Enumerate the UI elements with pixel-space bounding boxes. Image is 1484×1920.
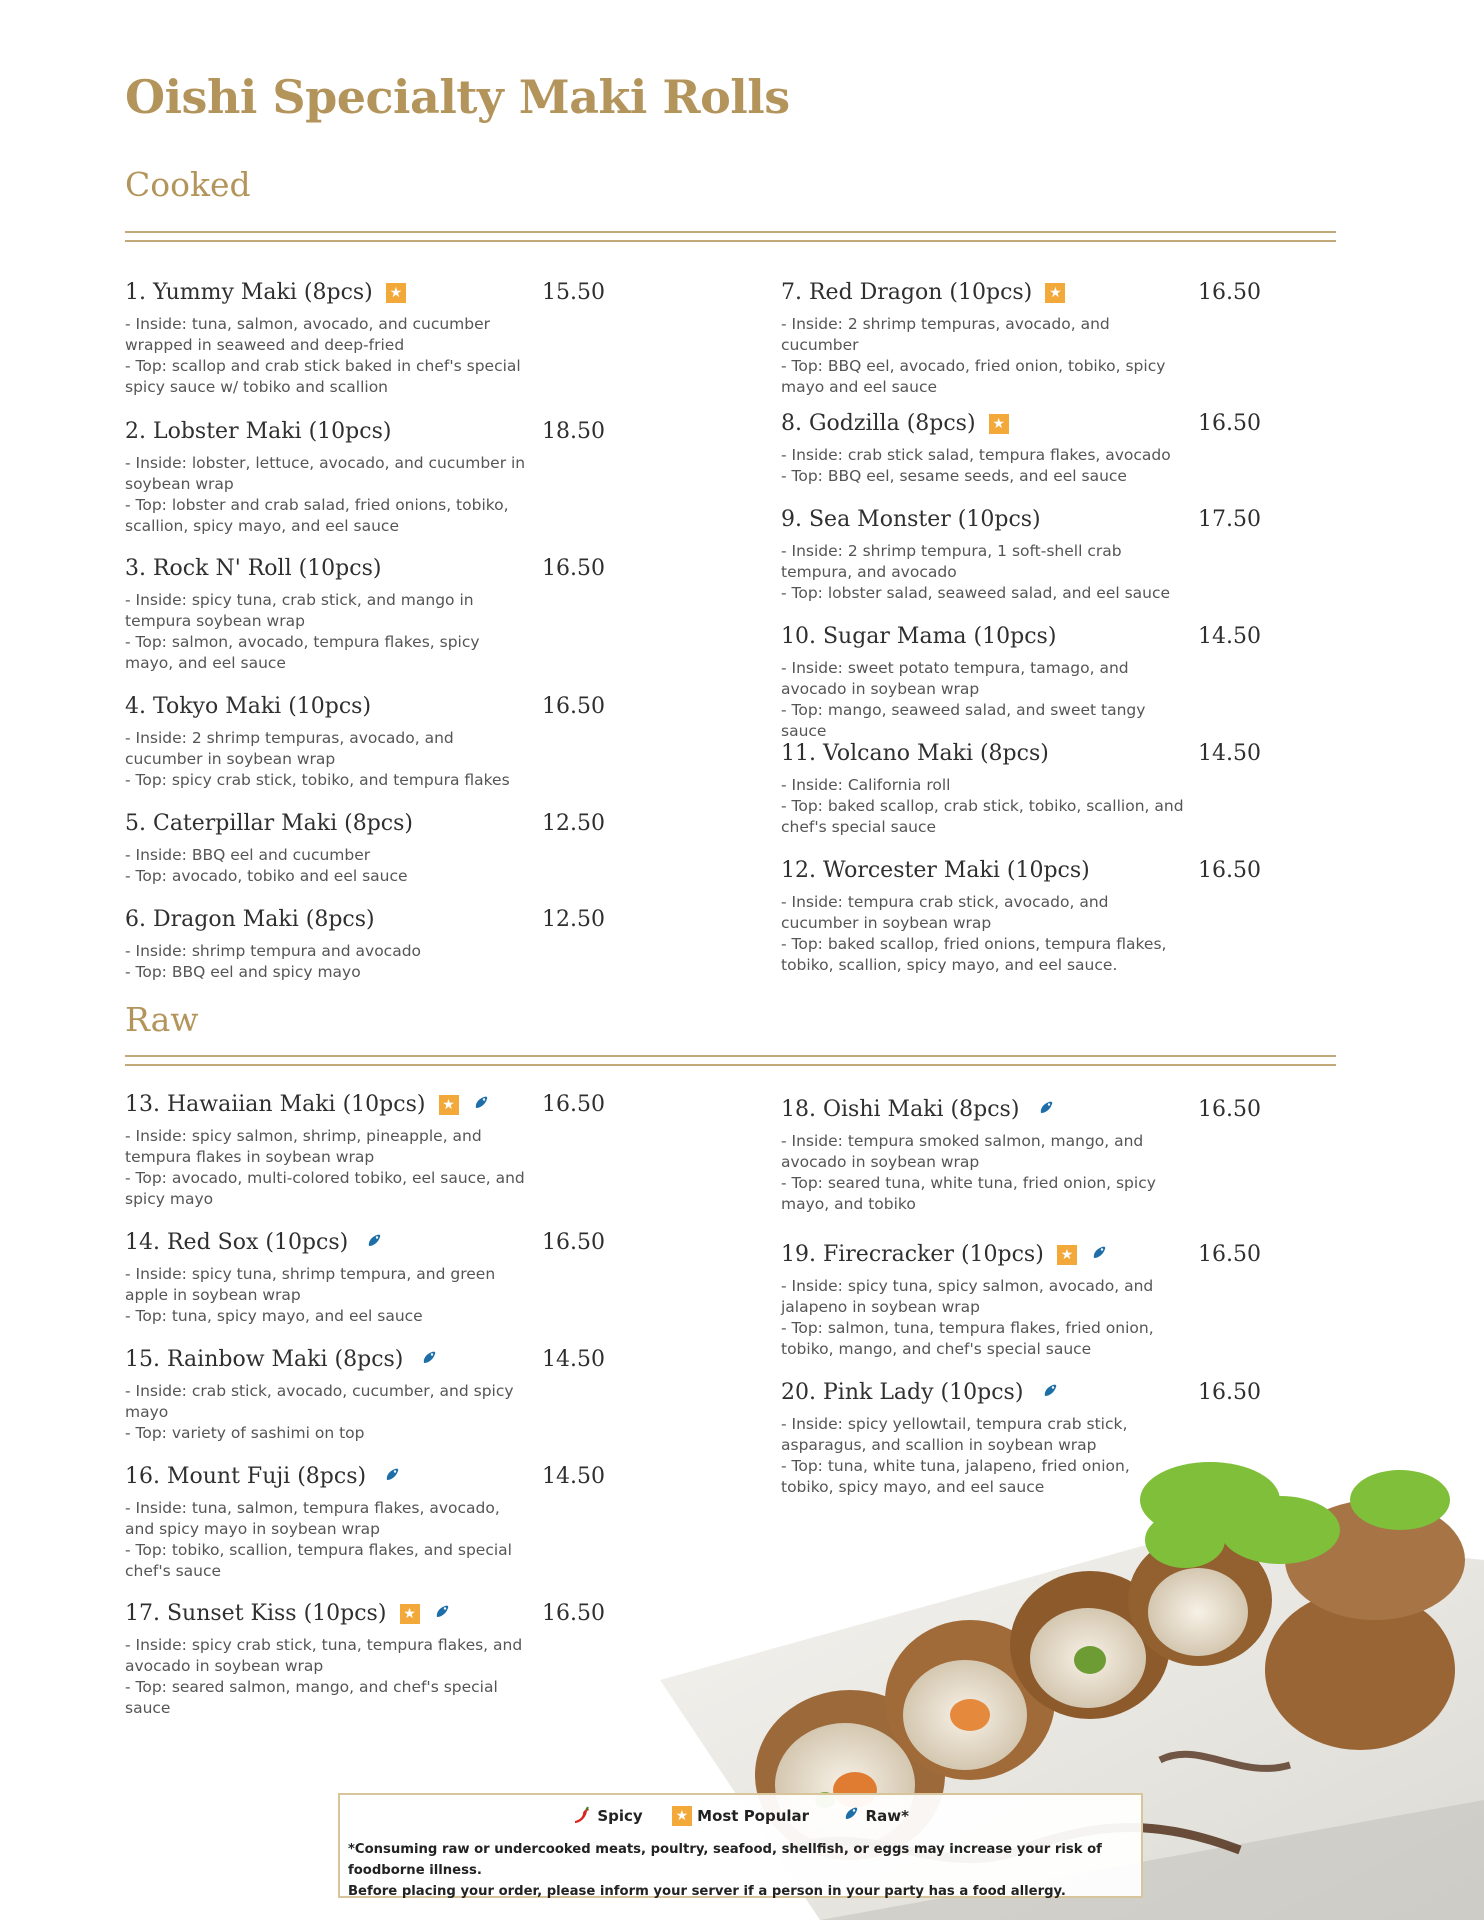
item-description xyxy=(781,658,1196,742)
desc-line: and spicy mayo in soybean wrap xyxy=(125,1520,380,1538)
item-price: 16.50 xyxy=(1198,1242,1261,1267)
item-description xyxy=(781,1131,1196,1215)
item-price: 14.50 xyxy=(1198,624,1261,649)
fish-icon xyxy=(379,1466,401,1488)
desc-line: - Top: baked scallop, fried onions, tempura flakes, xyxy=(781,935,1167,953)
desc-line: mayo xyxy=(125,1403,169,1421)
desc-line: tobiko, scallion, spicy mayo, and eel sauce. xyxy=(781,956,1118,974)
star-icon: ★ xyxy=(672,1806,692,1826)
item-description xyxy=(125,941,540,983)
desc-line: - Top: salmon, tuna, tempura flakes, fried onion, xyxy=(781,1319,1154,1337)
menu-item xyxy=(125,1464,605,1582)
desc-line: - Top: seared tuna, white tuna, fried onion, spicy xyxy=(781,1174,1156,1192)
desc-line: - Inside: spicy crab stick, tuna, tempura flakes, and xyxy=(125,1636,523,1654)
desc-line: spicy mayo xyxy=(125,1190,214,1208)
item-name: 3. Rock N' Roll (10pcs) xyxy=(125,556,382,581)
desc-line: tempura flakes in soybean wrap xyxy=(125,1148,375,1166)
desc-line: - Inside: spicy salmon, shrimp, pineapple, and xyxy=(125,1127,482,1145)
item-price: 12.50 xyxy=(542,907,605,932)
desc-line: - Top: BBQ eel and spicy mayo xyxy=(125,963,361,981)
item-price: 16.50 xyxy=(542,1601,605,1626)
divider xyxy=(125,1055,1336,1057)
item-price: 14.50 xyxy=(542,1347,605,1372)
item-price: 15.50 xyxy=(542,280,605,305)
desc-line: tempura soybean wrap xyxy=(125,612,305,630)
desc-line: cucumber xyxy=(781,336,859,354)
fish-icon xyxy=(416,1349,438,1371)
item-name: 15. Rainbow Maki (8pcs) xyxy=(125,1347,404,1372)
item-name: 19. Firecracker (10pcs) xyxy=(781,1242,1044,1267)
page-title: Oishi Specialty Maki Rolls xyxy=(125,70,790,124)
desc-line: - Inside: tempura smoked salmon, mango, and xyxy=(781,1132,1144,1150)
star-icon: ★ xyxy=(439,1095,459,1115)
desc-line: - Inside: crab stick, avocado, cucumber, and spicy xyxy=(125,1382,514,1400)
legend-box xyxy=(338,1793,1143,1898)
item-name: 5. Caterpillar Maki (8pcs) xyxy=(125,811,413,836)
desc-line: avocado in soybean wrap xyxy=(781,1153,980,1171)
desc-line: wrapped in seaweed and deep-fried xyxy=(125,336,405,354)
desc-line: - Top: avocado, tobiko and eel sauce xyxy=(125,867,408,885)
fish-icon xyxy=(1086,1244,1108,1266)
item-name: 12. Worcester Maki (10pcs) xyxy=(781,858,1090,883)
menu-item xyxy=(125,1092,605,1210)
desc-line: avocado in soybean wrap xyxy=(125,1657,324,1675)
desc-line: jalapeno in soybean wrap xyxy=(781,1298,981,1316)
item-name: 8. Godzilla (8pcs) xyxy=(781,411,976,436)
item-description xyxy=(125,845,540,887)
desc-line: - Inside: spicy tuna, spicy salmon, avocado, and xyxy=(781,1277,1154,1295)
desc-line: - Top: lobster and crab salad, fried onions, tobiko, xyxy=(125,496,509,514)
desc-line: - Inside: spicy tuna, crab stick, and mango in xyxy=(125,591,474,609)
item-description xyxy=(125,590,540,674)
desc-line: - Top: tobiko, scallion, tempura flakes, and special xyxy=(125,1541,512,1559)
desc-line: chef's special sauce xyxy=(781,818,937,836)
fish-icon xyxy=(838,1805,860,1827)
divider xyxy=(125,240,1336,242)
legend-raw xyxy=(834,1805,909,1827)
star-icon: ★ xyxy=(400,1604,420,1624)
desc-line: - Inside: spicy yellowtail, tempura crab stick, xyxy=(781,1415,1128,1433)
fish-icon xyxy=(361,1232,383,1254)
item-price: 16.50 xyxy=(1198,280,1261,305)
fish-icon xyxy=(468,1094,490,1116)
item-name: 11. Volcano Maki (8pcs) xyxy=(781,741,1049,766)
item-description xyxy=(781,314,1196,398)
item-name: 20. Pink Lady (10pcs) xyxy=(781,1380,1024,1405)
item-price: 18.50 xyxy=(542,419,605,444)
desc-line: - Top: scallop and crab stick baked in chef's special xyxy=(125,357,521,375)
legend-popular xyxy=(668,1806,809,1826)
menu-item xyxy=(781,624,1261,742)
allergy-note xyxy=(348,1839,1138,1902)
desc-line: - Top: tuna, spicy mayo, and eel sauce xyxy=(125,1307,423,1325)
desc-line: - Top: salmon, avocado, tempura flakes, spicy xyxy=(125,633,480,651)
item-price: 16.50 xyxy=(542,1230,605,1255)
desc-line: - Top: BBQ eel, avocado, fried onion, tobiko, spicy xyxy=(781,357,1166,375)
menu-item xyxy=(781,507,1261,604)
item-description xyxy=(781,1414,1196,1498)
desc-line: - Top: BBQ eel, sesame seeds, and eel sauce xyxy=(781,467,1127,485)
menu-item xyxy=(125,694,605,791)
menu-item xyxy=(781,1097,1261,1215)
item-name: 16. Mount Fuji (8pcs) xyxy=(125,1464,367,1489)
legend-row xyxy=(340,1805,1141,1827)
desc-line: - Inside: 2 shrimp tempuras, avocado, and xyxy=(781,315,1110,333)
desc-line: chef's sauce xyxy=(125,1562,222,1580)
menu-item xyxy=(125,1347,605,1444)
fish-icon xyxy=(1033,1099,1055,1121)
desc-line: - Top: seared salmon, mango, and chef's special xyxy=(125,1678,498,1696)
item-name: 17. Sunset Kiss (10pcs) xyxy=(125,1601,387,1626)
item-name: 10. Sugar Mama (10pcs) xyxy=(781,624,1057,649)
desc-line: cucumber in soybean wrap xyxy=(781,914,992,932)
menu-item xyxy=(781,411,1261,487)
item-price: 12.50 xyxy=(542,811,605,836)
star-icon: ★ xyxy=(1045,283,1065,303)
item-name: 1. Yummy Maki (8pcs) xyxy=(125,280,373,305)
menu-item xyxy=(125,419,605,537)
item-name: 9. Sea Monster (10pcs) xyxy=(781,507,1041,532)
desc-line: tobiko, mango, and chef's special sauce xyxy=(781,1340,1092,1358)
item-name: 18. Oishi Maki (8pcs) xyxy=(781,1097,1020,1122)
desc-line: spicy sauce w/ tobiko and scallion xyxy=(125,378,389,396)
note-line: *Consuming raw or undercooked meats, poultry, seafood, shellfish, or eggs may increase your risk of foodborne illness. xyxy=(348,1842,1102,1878)
desc-line: - Top: baked scallop, crab stick, tobiko, scallion, and xyxy=(781,797,1184,815)
menu-item xyxy=(125,1601,605,1719)
desc-line: - Inside: lobster, lettuce, avocado, and cucumber in xyxy=(125,454,526,472)
star-icon: ★ xyxy=(1057,1245,1077,1265)
desc-line: - Inside: sweet potato tempura, tamago, and xyxy=(781,659,1129,677)
desc-line: - Top: tuna, white tuna, jalapeno, fried onion, xyxy=(781,1457,1130,1475)
item-price: 16.50 xyxy=(1198,411,1261,436)
desc-line: sauce xyxy=(781,722,827,740)
menu-item xyxy=(781,280,1261,398)
desc-line: - Inside: spicy tuna, shrimp tempura, and green xyxy=(125,1265,496,1283)
desc-line: - Inside: 2 shrimp tempuras, avocado, and xyxy=(125,729,454,747)
desc-line: - Inside: crab stick salad, tempura flakes, avocado xyxy=(781,446,1171,464)
legend-raw-label: Raw* xyxy=(865,1807,909,1825)
desc-line: mayo, and eel sauce xyxy=(125,654,286,672)
desc-line: - Inside: tuna, salmon, tempura flakes, avocado, xyxy=(125,1499,500,1517)
item-description xyxy=(125,728,540,791)
item-description xyxy=(125,1264,540,1327)
desc-line: mayo, and tobiko xyxy=(781,1195,916,1213)
fish-icon xyxy=(1037,1382,1059,1404)
item-price: 16.50 xyxy=(542,556,605,581)
item-name: 13. Hawaiian Maki (10pcs) xyxy=(125,1092,426,1117)
star-icon: ★ xyxy=(989,414,1009,434)
menu-item xyxy=(781,1380,1261,1498)
item-name: 7. Red Dragon (10pcs) xyxy=(781,280,1033,305)
desc-line: - Inside: tempura crab stick, avocado, and xyxy=(781,893,1109,911)
menu-item xyxy=(125,811,605,887)
item-name: 2. Lobster Maki (10pcs) xyxy=(125,419,392,444)
desc-line: - Top: spicy crab stick, tobiko, and tempura flakes xyxy=(125,771,510,789)
item-price: 14.50 xyxy=(1198,741,1261,766)
menu-item xyxy=(125,280,605,398)
desc-line: soybean wrap xyxy=(125,475,234,493)
desc-line: - Top: variety of sashimi on top xyxy=(125,1424,365,1442)
item-name: 14. Red Sox (10pcs) xyxy=(125,1230,349,1255)
item-description xyxy=(125,314,540,398)
desc-line: - Top: lobster salad, seaweed salad, and eel sauce xyxy=(781,584,1171,602)
item-description xyxy=(781,892,1196,976)
legend-spicy xyxy=(572,1806,643,1826)
divider xyxy=(125,231,1336,233)
desc-line: - Top: mango, seaweed salad, and sweet tangy xyxy=(781,701,1146,719)
section-title-raw: Raw xyxy=(125,1000,199,1039)
desc-line: avocado in soybean wrap xyxy=(781,680,980,698)
section-title-cooked: Cooked xyxy=(125,165,251,204)
desc-line: tobiko, spicy mayo, and eel sauce xyxy=(781,1478,1045,1496)
item-price: 16.50 xyxy=(542,694,605,719)
item-description xyxy=(781,445,1196,487)
desc-line: - Inside: tuna, salmon, avocado, and cucumber xyxy=(125,315,491,333)
menu-item xyxy=(125,556,605,674)
item-description xyxy=(125,453,540,537)
item-price: 16.50 xyxy=(1198,1097,1261,1122)
item-description xyxy=(125,1498,540,1582)
desc-line: sauce xyxy=(125,1699,171,1717)
menu-item xyxy=(781,741,1261,838)
desc-line: apple in soybean wrap xyxy=(125,1286,301,1304)
star-icon: ★ xyxy=(386,283,406,303)
item-description xyxy=(125,1126,540,1210)
item-price: 14.50 xyxy=(542,1464,605,1489)
item-description xyxy=(125,1635,540,1719)
menu-item xyxy=(781,1242,1261,1360)
desc-line: - Inside: shrimp tempura and avocado xyxy=(125,942,422,960)
desc-line: - Inside: 2 shrimp tempura, 1 soft-shell crab xyxy=(781,542,1122,560)
menu-item xyxy=(125,1230,605,1327)
menu-item xyxy=(781,858,1261,976)
desc-line: cucumber in soybean wrap xyxy=(125,750,336,768)
desc-line: - Inside: BBQ eel and cucumber xyxy=(125,846,371,864)
note-line: Before placing your order, please inform your server if a person in your party has a food allergy. xyxy=(348,1884,1066,1899)
legend-popular-label: Most Popular xyxy=(697,1807,810,1825)
desc-line: asparagus, and scallion in soybean wrap xyxy=(781,1436,1097,1454)
desc-line: - Inside: California roll xyxy=(781,776,951,794)
fish-icon xyxy=(429,1603,451,1625)
divider xyxy=(125,1064,1336,1066)
desc-line: scallion, spicy mayo, and eel sauce xyxy=(125,517,399,535)
item-price: 16.50 xyxy=(542,1092,605,1117)
desc-line: mayo and eel sauce xyxy=(781,378,938,396)
item-description xyxy=(781,541,1196,604)
item-name: 6. Dragon Maki (8pcs) xyxy=(125,907,375,932)
item-price: 16.50 xyxy=(1198,1380,1261,1405)
desc-line: tempura, and avocado xyxy=(781,563,957,581)
item-description xyxy=(781,775,1196,838)
item-price: 16.50 xyxy=(1198,858,1261,883)
menu-item xyxy=(125,907,605,983)
item-description xyxy=(125,1381,540,1444)
chili-icon xyxy=(572,1806,592,1826)
desc-line: - Top: avocado, multi-colored tobiko, eel sauce, and xyxy=(125,1169,525,1187)
item-price: 17.50 xyxy=(1198,507,1261,532)
item-description xyxy=(781,1276,1196,1360)
item-name: 4. Tokyo Maki (10pcs) xyxy=(125,694,372,719)
legend-spicy-label: Spicy xyxy=(597,1807,643,1825)
